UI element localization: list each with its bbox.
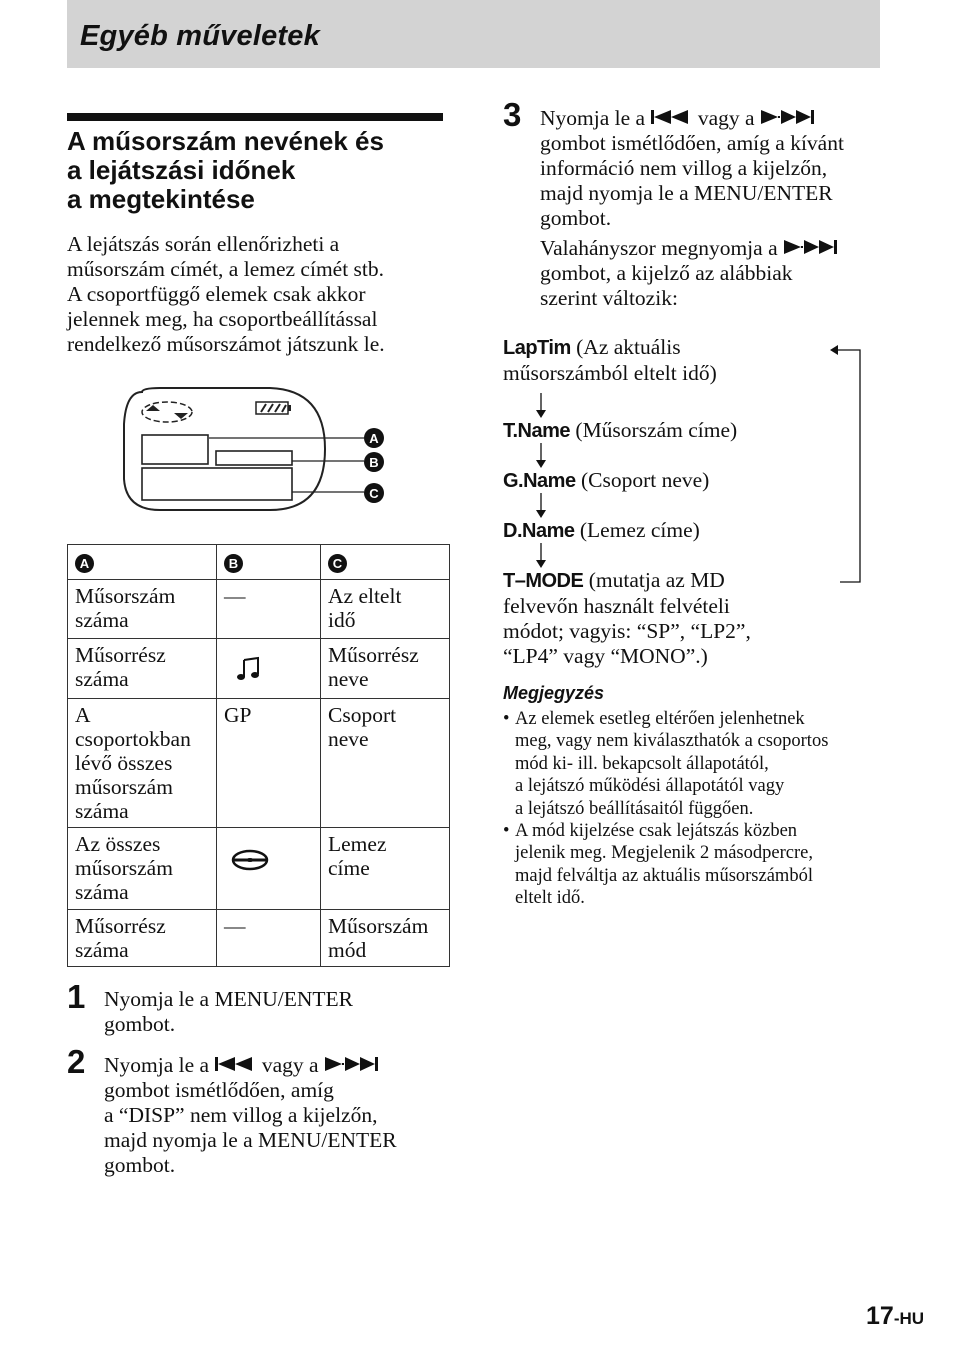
cell-line: idő xyxy=(328,608,356,632)
step-line: gombot. xyxy=(540,206,612,230)
play-mode-icon xyxy=(142,402,192,422)
play-next-icon xyxy=(783,239,839,255)
step-text-fragment: vagy a xyxy=(261,1053,319,1077)
page-number-suffix: -HU xyxy=(893,1309,925,1328)
note-line: meg, vagy nem kiválaszthatók a csoportos xyxy=(515,731,829,752)
step-line xyxy=(540,236,910,261)
table-header-cell xyxy=(321,545,450,580)
cell-line: lévő összes xyxy=(75,751,173,775)
table-header-cell xyxy=(217,545,321,580)
callout-b-label: B xyxy=(369,455,379,470)
note-line: a lejátszó működési állapotától vagy xyxy=(515,776,785,797)
previous-track-icon xyxy=(214,1056,256,1072)
intro-line: A csoportfüggő elemek csak akkor xyxy=(67,282,366,306)
cell-line: címe xyxy=(328,856,370,880)
table-header-row xyxy=(68,545,450,580)
callout-c-label: C xyxy=(369,486,379,501)
table-cell xyxy=(217,580,321,639)
flow-key: T.Name xyxy=(503,420,571,442)
step-line xyxy=(104,1053,454,1078)
flow-desc: (mutatja az MD xyxy=(588,568,725,592)
table-cell xyxy=(321,910,450,967)
table-cell xyxy=(321,699,450,828)
cell-line: Az összes xyxy=(75,832,161,856)
note-line: Az elemek esetleg eltérően jelenhetnek xyxy=(515,709,805,729)
header-badge-a: A xyxy=(75,554,94,573)
note-line: eltelt idő. xyxy=(515,888,585,909)
cell-line: — xyxy=(224,584,246,608)
flow-item-laptim xyxy=(503,335,833,386)
intro-line: műsorszám címét, a lemez címét stb. xyxy=(67,257,385,281)
intro-line: rendelkező műsorszámot játszunk le. xyxy=(67,332,385,356)
step-line: információ nem villog a kijelzőn, xyxy=(540,156,828,180)
step-text-fragment: Nyomja le a xyxy=(104,1053,210,1077)
header-badge-c: C xyxy=(328,554,347,573)
step-text-fragment: vagy a xyxy=(697,106,755,130)
table-cell xyxy=(68,699,217,828)
note-title: Megjegyzés xyxy=(503,683,605,703)
cell-line: csoportokban xyxy=(75,727,191,751)
table-header-cell xyxy=(68,545,217,580)
cell-line: neve xyxy=(328,727,369,751)
cell-line: műsorszám xyxy=(75,856,173,880)
flow-desc: felvevőn használt felvételi xyxy=(503,594,730,618)
step-line: majd nyomja le a MENU/ENTER xyxy=(540,181,833,205)
step-line: gombot ismétlődően, amíg a kívánt xyxy=(540,131,844,155)
flow-desc: műsorszámból eltelt idő) xyxy=(503,361,717,385)
page-number-value: 17 xyxy=(866,1302,894,1330)
flow-desc: (Lemez címe) xyxy=(579,518,700,542)
header-badge-b: B xyxy=(224,554,243,573)
flow-item-dname xyxy=(503,518,833,544)
flow-item-tmode xyxy=(503,568,833,669)
table-cell xyxy=(68,910,217,967)
play-next-icon xyxy=(324,1056,380,1072)
step-line: majd nyomja le a MENU/ENTER xyxy=(104,1128,397,1152)
flow-item-gname xyxy=(503,468,833,494)
cell-line: Műsorrész xyxy=(75,643,166,667)
flow-key: LapTim xyxy=(503,337,571,359)
note-list xyxy=(503,708,883,910)
intro-line: A lejátszás során ellenőrizheti a xyxy=(67,232,340,256)
step-3-number: 3 xyxy=(503,96,522,133)
step-1-number: 1 xyxy=(67,978,86,1015)
cell-line: neve xyxy=(328,667,369,691)
table-row xyxy=(68,828,450,910)
section-title xyxy=(67,127,447,214)
table-cell xyxy=(68,639,217,699)
intro-paragraph xyxy=(67,232,452,357)
step-line: gombot, a kijelző az alábbiak xyxy=(540,261,793,285)
note-line: majd felváltja az aktuális műsorszámból xyxy=(515,865,813,886)
step-line: gombot ismétlődően, amíg xyxy=(104,1078,334,1102)
table-row xyxy=(68,910,450,967)
display-diagram xyxy=(120,384,390,514)
table-cell xyxy=(217,639,321,699)
cell-line: A xyxy=(75,703,91,727)
flow-desc: módot; vagyis: “SP”, “LP2”, xyxy=(503,619,751,643)
note-item xyxy=(503,708,883,820)
step-text-fragment: Nyomja le a xyxy=(540,106,646,130)
table-cell xyxy=(217,828,321,910)
display-area-b xyxy=(216,451,292,465)
cell-line: Lemez xyxy=(328,832,387,856)
disc-icon xyxy=(230,848,270,872)
note-line: jelenik meg. Megjelenik 2 másodpercre, xyxy=(515,843,813,864)
section-title-line: A műsorszám nevének és xyxy=(67,126,384,156)
note-line: mód ki- ill. bekapcsolt állapotától, xyxy=(515,753,769,774)
callout-a-label: A xyxy=(369,431,379,446)
intro-line: jelennek meg, ha csoportbeállítással xyxy=(67,307,378,331)
cell-line: Csoport xyxy=(328,703,397,727)
music-note-icon xyxy=(234,655,264,685)
flow-desc: (Csoport neve) xyxy=(580,468,710,492)
cell-line: Műsorrész xyxy=(328,643,419,667)
header-band xyxy=(67,0,880,68)
step-line xyxy=(540,106,910,131)
previous-track-icon xyxy=(650,109,692,125)
cell-line: Műsorrész xyxy=(75,914,166,938)
cell-line: száma xyxy=(75,799,129,823)
bullet-icon: • xyxy=(503,709,510,729)
cell-line: — xyxy=(224,914,246,938)
section-title-line: a lejátszási időnek xyxy=(67,155,296,185)
note-line: A mód kijelzése csak lejátszás közben xyxy=(515,821,798,842)
table-cell xyxy=(217,910,321,967)
table-cell xyxy=(68,828,217,910)
table-cell xyxy=(321,639,450,699)
display-area-a xyxy=(142,435,208,464)
table-row xyxy=(68,639,450,699)
flow-desc: “LP4” vagy “MONO”.) xyxy=(503,644,708,668)
cell-line: műsorszám xyxy=(75,775,173,799)
note-line: a lejátszó beállításaitól függően. xyxy=(515,798,754,819)
cell-line: GP xyxy=(224,703,252,727)
display-items-table xyxy=(67,544,450,967)
table-row xyxy=(68,699,450,828)
page-number xyxy=(866,1302,924,1331)
section-title-line: a megtekintése xyxy=(67,184,255,214)
step-line: gombot. xyxy=(104,1153,176,1177)
cell-line: száma xyxy=(75,938,129,962)
step-text-fragment: Valahányszor megnyomja a xyxy=(540,236,778,260)
table-cell xyxy=(68,580,217,639)
flow-desc: (Az aktuális xyxy=(576,335,681,359)
cell-line: száma xyxy=(75,608,129,632)
cell-line: Műsorszám xyxy=(328,914,429,938)
flow-key: D.Name xyxy=(503,520,575,542)
battery-icon xyxy=(256,402,291,414)
table-row xyxy=(68,580,450,639)
step-3-text xyxy=(540,106,910,311)
page-header-title: Egyéb műveletek xyxy=(80,20,320,52)
table-cell xyxy=(321,828,450,910)
bullet-icon: • xyxy=(503,821,510,842)
flow-key: T–MODE xyxy=(503,570,584,592)
table-cell xyxy=(217,699,321,828)
cell-line: száma xyxy=(75,667,129,691)
flow-key: G.Name xyxy=(503,470,576,492)
step-line: szerint változik: xyxy=(540,286,678,310)
step-2-number: 2 xyxy=(67,1043,86,1080)
cell-line: Műsorszám xyxy=(75,584,176,608)
step-line: gombot. xyxy=(104,1012,176,1036)
cell-line: száma xyxy=(75,880,129,904)
step-line: a “DISP” nem villog a kijelzőn, xyxy=(104,1103,378,1127)
display-area-c xyxy=(142,468,292,500)
note-item xyxy=(503,820,883,910)
section-rule xyxy=(67,113,443,121)
flow-item-tname xyxy=(503,418,833,444)
step-2-text xyxy=(104,1053,454,1178)
cell-line: mód xyxy=(328,938,367,962)
table-cell xyxy=(321,580,450,639)
step-1-text xyxy=(104,987,454,1037)
flow-desc: (Műsorszám címe) xyxy=(575,418,738,442)
cell-line: Az eltelt xyxy=(328,584,402,608)
play-next-icon xyxy=(760,109,816,125)
step-line: Nyomja le a MENU/ENTER xyxy=(104,987,353,1011)
